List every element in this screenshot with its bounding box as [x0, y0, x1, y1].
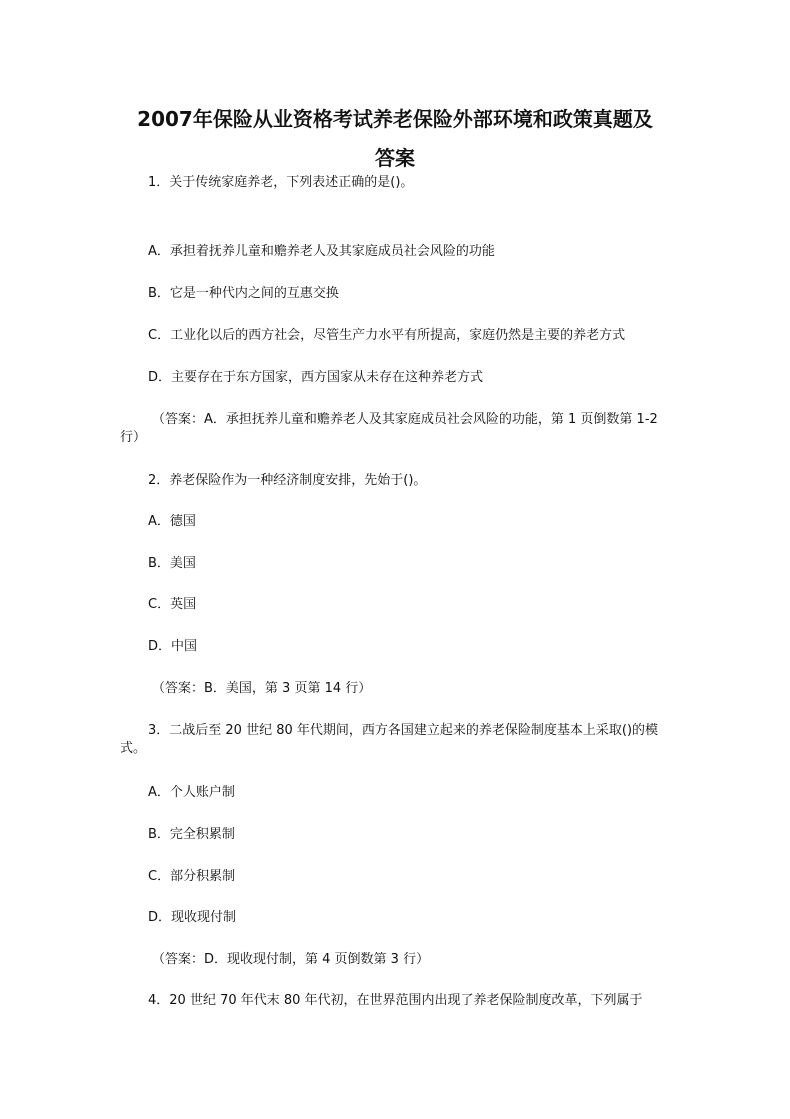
question-3-option-a: A．个人账户制: [148, 785, 235, 800]
question-1-option-a: A．承担着抚养儿童和赡养老人及其家庭成员社会风险的功能: [148, 244, 495, 259]
question-2-option-c: C．英国: [148, 597, 197, 612]
question-1: 1．关于传统家庭养老，下列表述正确的是()。: [148, 175, 414, 190]
question-2-option-d: D．中国: [148, 639, 198, 654]
question-2-option-a: A．德国: [148, 514, 196, 529]
question-3-option-d: D．现收现付制: [148, 910, 237, 925]
question-2-answer: （答案：B．美国，第 3 页第 14 行）: [152, 681, 372, 696]
question-1-option-d: D．主要存在于东方国家，西方国家从未存在这种养老方式: [148, 370, 484, 385]
question-3-answer: （答案：D．现收现付制，第 4 页倒数第 3 行）: [152, 952, 430, 967]
question-3-option-b: B．完全积累制: [148, 827, 235, 842]
question-1-option-c: C．工业化以后的西方社会，尽管生产力水平有所提高，家庭仍然是主要的养老方式: [148, 328, 626, 343]
question-2: 2．养老保险作为一种经济制度安排，先始于()。: [148, 473, 427, 488]
question-1-answer: （答案：A．承担抚养儿童和赡养老人及其家庭成员社会风险的功能，第 1 页倒数第 1-2 行）: [120, 412, 658, 445]
question-3: 3．二战后至 20 世纪 80 年代期间，西方各国建立起来的养老保险制度基本上采取()的模式。: [120, 723, 659, 756]
question-2-option-b: B．美国: [148, 556, 196, 571]
question-3-option-c: C．部分积累制: [148, 869, 236, 884]
document-title-line-1: 2007年保险从业资格考试养老保险外部环境和政策真题及: [137, 107, 653, 131]
document-title-line-2: 答案: [375, 146, 415, 170]
question-1-option-b: B．它是一种代内之间的互惠交换: [148, 286, 339, 301]
question-4: 4．20 世纪 70 年代末 80 年代初，在世界范围内出现了养老保险制度改革，下列属于: [148, 993, 643, 1008]
